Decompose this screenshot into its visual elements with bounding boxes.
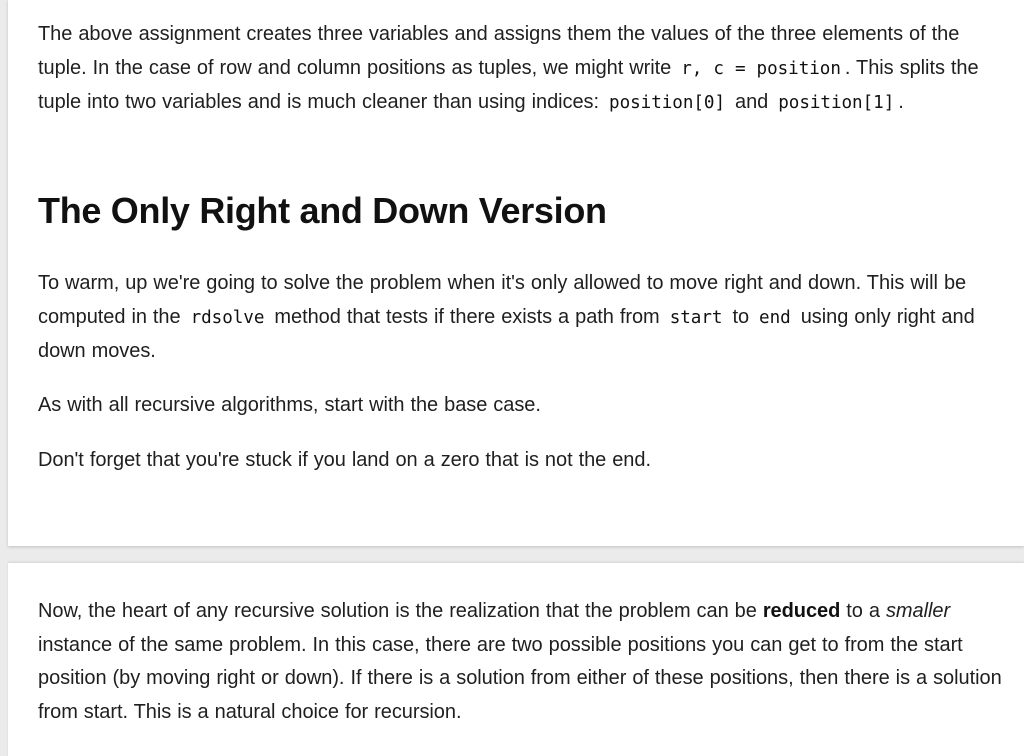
base-case-paragraph: As with all recursive algorithms, start with the base case. bbox=[38, 394, 541, 416]
warmup-paragraph: To warm, up we're going to solve the problem when it's only allowed to move right and down. This will be computed in the rdsolve method that tests if there exists a path from start to end using only right and down moves. bbox=[38, 272, 975, 362]
section-heading: The Only Right and Down Version bbox=[38, 190, 607, 231]
inline-code-rdsolve: rdsolve bbox=[190, 307, 265, 328]
inline-code-index-1: position[1] bbox=[778, 93, 895, 113]
recursion-paragraph: Now, the heart of any recursive solution is the realization that the problem can be reduced to a smaller instance of the same problem. In this case, there are two possible positions you can get to from the start position (by moving right or down). If there is a solution from either of these positions, then there is a solution from start. This is a natural choice for recursion. bbox=[38, 600, 1002, 723]
stuck-note-paragraph: Don't forget that you're stuck if you land on a zero that is not the end. bbox=[38, 449, 651, 471]
inline-code-start: start bbox=[669, 307, 723, 328]
inline-code-end: end bbox=[759, 307, 791, 328]
inline-code-index-0: position[0] bbox=[609, 93, 725, 113]
emphasis-smaller: smaller bbox=[885, 600, 951, 622]
markdown-cell-2 bbox=[8, 563, 1024, 756]
markdown-cell-1 bbox=[8, 0, 1024, 546]
tuple-unpacking-paragraph: The above assignment creates three variables and assigns them the values of the three elements of the tuple. In the case of row and column positions as tuples, we might write r, c = position . This splits the tuple into two variables and is much cleaner than using indices: position[0] and position[1] . bbox=[38, 23, 979, 113]
inline-code-unpack: r, c = position bbox=[681, 58, 841, 79]
emphasis-reduced: reduced bbox=[762, 600, 841, 622]
